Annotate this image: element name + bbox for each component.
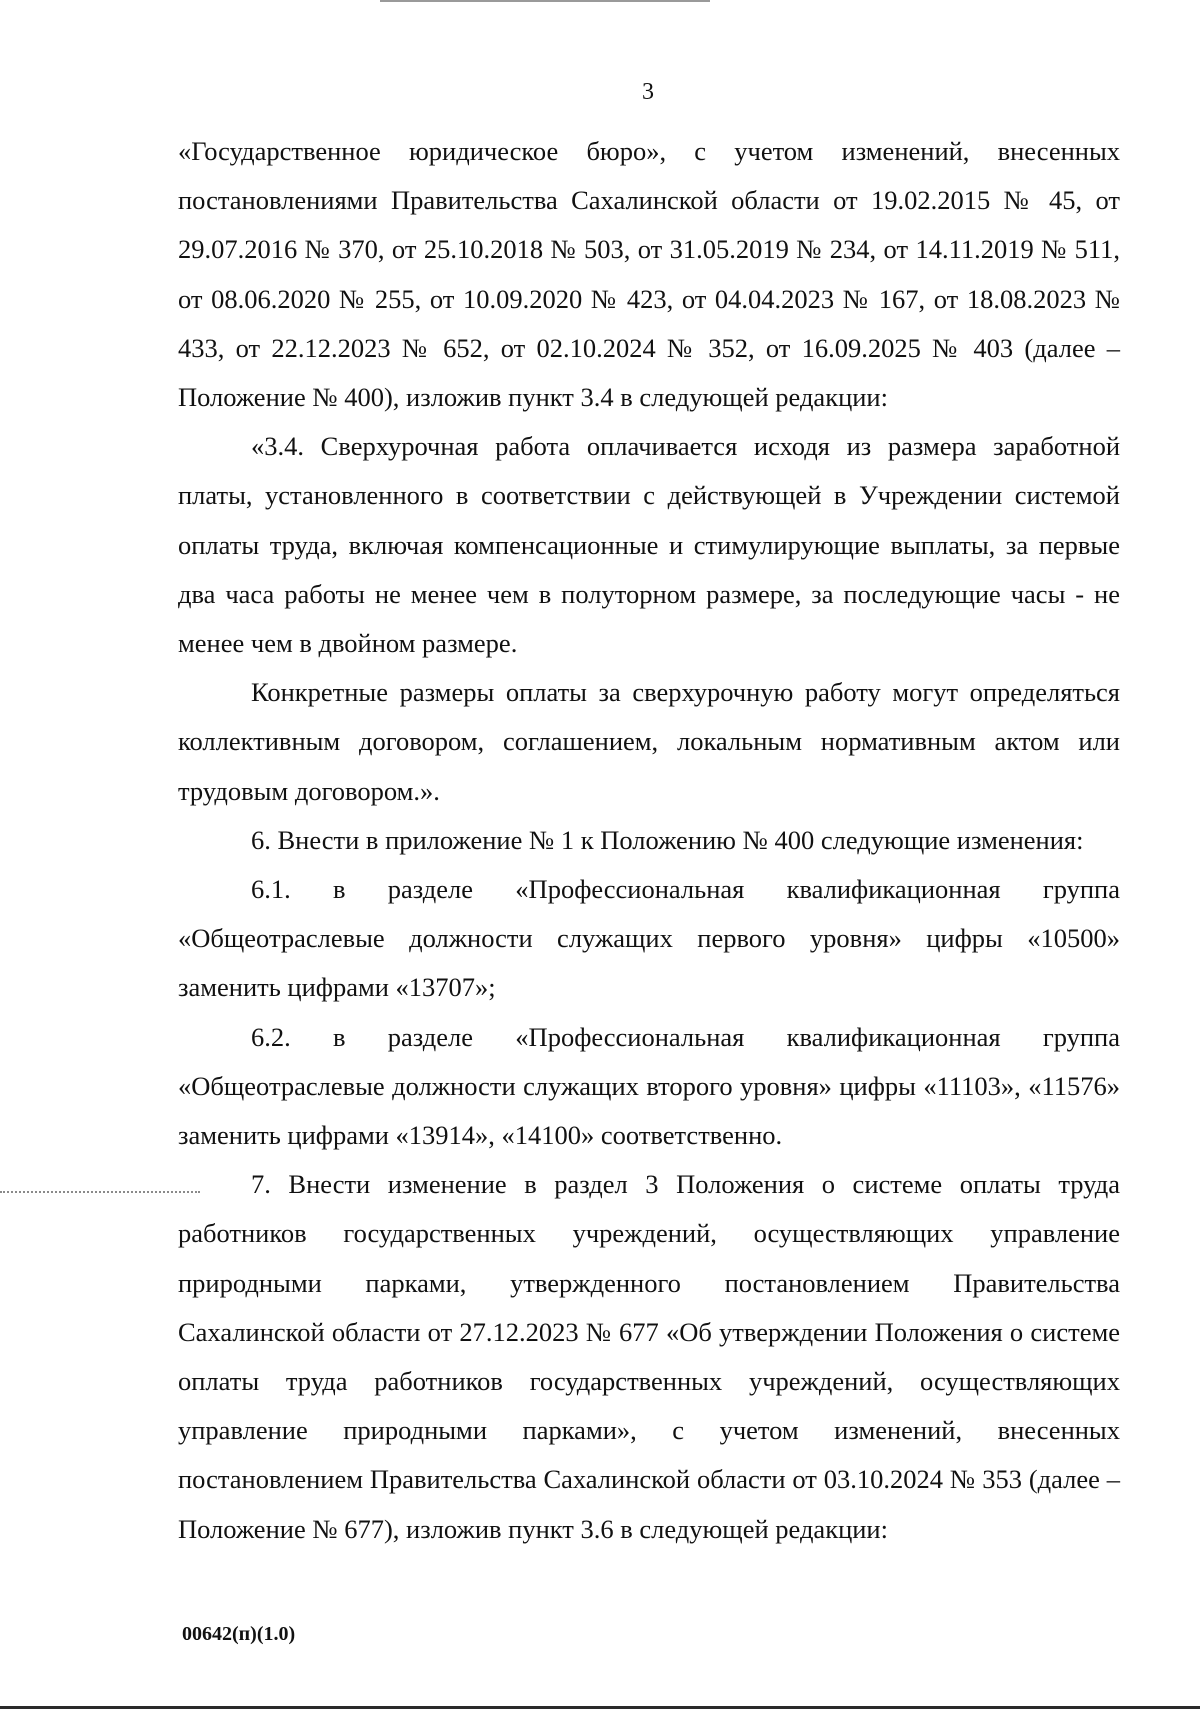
paragraph-item-7: 7. Внести изменение в раздел 3 Положения о системе оплаты труда работников государственных учреждений, осуществляющих управление природными парками, утвержденного постановлением Правительства Сахалинской области от 27.12.2023 № 677 «Об утверждении Положения о системе оплаты труда работников государственных учреждений, осуществляющих управление природными парками», с учетом изменений, внесенных постановлением Правительства Сахалинской области от 03.10.2024 № 353 (далее – Положение № 677), изложив пункт 3.6 в следующей редакции: [178, 1169, 1120, 1544]
paragraph-item-6-2: 6.2. в разделе «Профессиональная квалификационная группа «Общеотраслевые должности служащих второго уровня» цифры «11103», «11576» заменить цифрами «13914», «14100» соответственно. [178, 1021, 1120, 1151]
scan-edge-bottom [0, 1706, 1200, 1709]
paragraph-clause-3-4: «3.4. Сверхурочная работа оплачивается исходя из размера заработной платы, установленного в соответствии с действующей в Учреждении системой оплаты труда, включая компенсационные и стимулирующие выплаты, за первые два часа работы не менее чем в полуторном размере, за последующие часы - не менее чем в двойном размере. [178, 431, 1120, 659]
paragraph-overtime-sizes: Конкретные размеры оплаты за сверхурочную работу могут определяться коллективным договором, соглашением, локальным нормативным актом или трудовым договором.». [178, 677, 1120, 806]
paragraph-item-6: 6. Внести в приложение № 1 к Положению № 400 следующие изменения: [251, 824, 1084, 855]
document-body [178, 127, 1120, 1554]
scan-edge-top [380, 0, 710, 2]
page-number: 3 [642, 79, 654, 105]
scan-fold-mark [0, 1191, 200, 1193]
paragraph-amendment-400-intro: «Государственное юридическое бюро», с учетом изменений, внесенных постановлениями Правительства Сахалинской области от 19.02.2015 № 45, от 29.07.2016 № 370, от 25.10.2018 № 503, от 31.05.2019 № 234, от 14.11.2019 № 511, от 08.06.2020 № 255, от 10.09.2020 № 423, от 04.04.2023 № 167, от 18.08.2023 № 433, от 22.12.2023 № 652, от 02.10.2024 № 352, от 16.09.2025 № 403 (далее – Положение № 400), изложив пункт 3.4 в следующей редакции: [178, 136, 1120, 413]
paragraph-item-6-1: 6.1. в разделе «Профессиональная квалификационная группа «Общеотраслевые должности служащих первого уровня» цифры «10500» заменить цифрами «13707»; [178, 874, 1120, 1003]
document-code: 00642(п)(1.0) [182, 1623, 296, 1645]
